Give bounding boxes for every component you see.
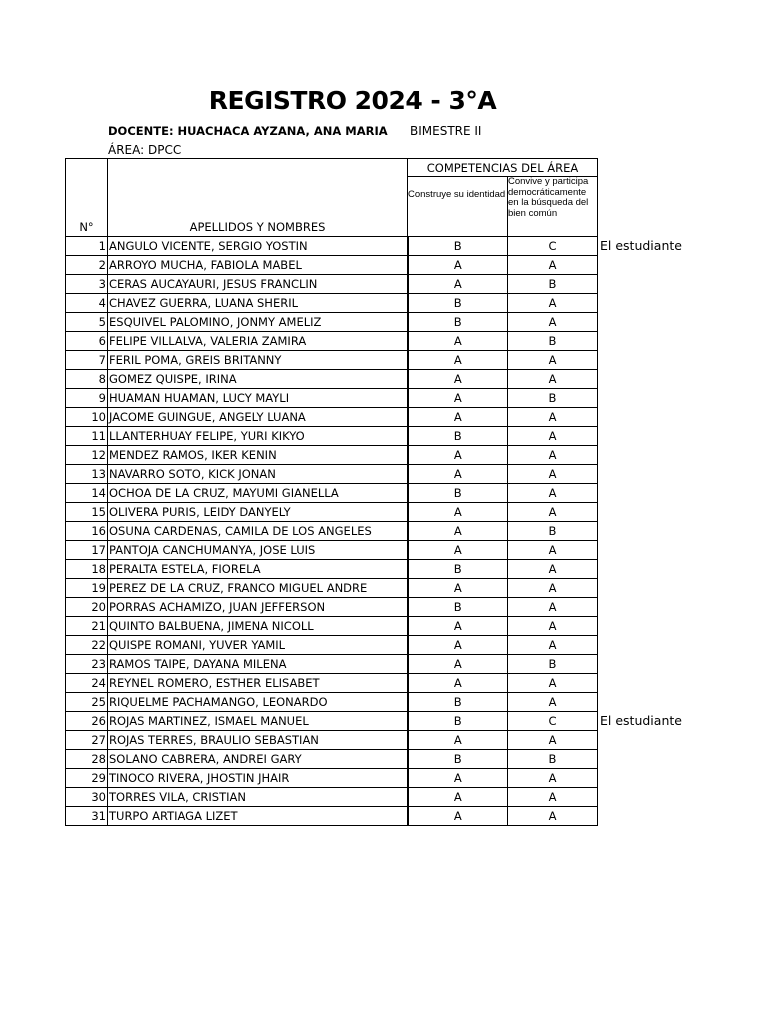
student-name: PANTOJA CANCHUMANYA, JOSE LUIS	[108, 541, 408, 560]
grade-competencia-1: B	[408, 237, 508, 256]
table-row	[66, 579, 598, 598]
side-note: El estudiante	[600, 238, 682, 253]
table-row	[66, 503, 598, 522]
grade-competencia-1: A	[408, 541, 508, 560]
grade-competencia-1: A	[408, 769, 508, 788]
row-number: 21	[66, 617, 108, 636]
grade-competencia-2: A	[508, 256, 598, 275]
grade-competencia-1: A	[408, 446, 508, 465]
student-name: CHAVEZ GUERRA, LUANA SHERIL	[108, 294, 408, 313]
row-number: 22	[66, 636, 108, 655]
row-number: 8	[66, 370, 108, 389]
table-row	[66, 693, 598, 712]
row-number: 30	[66, 788, 108, 807]
row-number: 24	[66, 674, 108, 693]
grade-competencia-2: A	[508, 769, 598, 788]
student-name: ARROYO MUCHA, FABIOLA MABEL	[108, 256, 408, 275]
student-name: ESQUIVEL PALOMINO, JONMY AMELIZ	[108, 313, 408, 332]
table-row	[66, 731, 598, 750]
table-row	[66, 674, 598, 693]
header-competencia-2: Convive y participa democráticamente en la búsqueda del bien común	[508, 177, 598, 237]
table-row	[66, 237, 598, 256]
table-row	[66, 389, 598, 408]
student-name: SOLANO CABRERA, ANDREI GARY	[108, 750, 408, 769]
grade-competencia-2: A	[508, 370, 598, 389]
row-number: 10	[66, 408, 108, 427]
grade-competencia-1: B	[408, 294, 508, 313]
table-row	[66, 655, 598, 674]
table-row	[66, 788, 598, 807]
student-name: RAMOS TAIPE, DAYANA MILENA	[108, 655, 408, 674]
table-row	[66, 465, 598, 484]
table-row	[66, 256, 598, 275]
row-number: 15	[66, 503, 108, 522]
student-name: OSUNA CARDENAS, CAMILA DE LOS ANGELES	[108, 522, 408, 541]
grade-competencia-1: A	[408, 579, 508, 598]
grade-competencia-2: A	[508, 503, 598, 522]
grade-competencia-2: A	[508, 294, 598, 313]
grade-competencia-1: A	[408, 389, 508, 408]
student-name: HUAMAN HUAMAN, LUCY MAYLI	[108, 389, 408, 408]
grade-competencia-1: B	[408, 598, 508, 617]
grade-competencia-2: A	[508, 427, 598, 446]
student-name: CERAS AUCAYAURI, JESUS FRANCLIN	[108, 275, 408, 294]
row-number: 31	[66, 807, 108, 826]
table-row	[66, 446, 598, 465]
grade-competencia-1: A	[408, 275, 508, 294]
table-row	[66, 427, 598, 446]
grade-competencia-2: A	[508, 636, 598, 655]
grade-competencia-1: A	[408, 617, 508, 636]
row-number: 11	[66, 427, 108, 446]
row-number: 17	[66, 541, 108, 560]
student-name: NAVARRO SOTO, KICK JONAN	[108, 465, 408, 484]
grade-competencia-1: A	[408, 636, 508, 655]
registro-table	[65, 158, 598, 826]
student-name: FELIPE VILLALVA, VALERIA ZAMIRA	[108, 332, 408, 351]
table-row	[66, 313, 598, 332]
grade-competencia-1: B	[408, 560, 508, 579]
row-number: 26	[66, 712, 108, 731]
student-name: TURPO ARTIAGA LIZET	[108, 807, 408, 826]
row-number: 6	[66, 332, 108, 351]
grade-competencia-2: A	[508, 598, 598, 617]
student-name: PEREZ DE LA CRUZ, FRANCO MIGUEL ANDRE	[108, 579, 408, 598]
row-number: 19	[66, 579, 108, 598]
grade-competencia-2: A	[508, 408, 598, 427]
grade-competencia-1: A	[408, 788, 508, 807]
table-row	[66, 636, 598, 655]
grade-competencia-2: A	[508, 465, 598, 484]
table-row	[66, 598, 598, 617]
row-number: 18	[66, 560, 108, 579]
grade-competencia-1: A	[408, 522, 508, 541]
grade-competencia-2: A	[508, 731, 598, 750]
grade-competencia-1: A	[408, 370, 508, 389]
row-number: 23	[66, 655, 108, 674]
grade-competencia-1: A	[408, 332, 508, 351]
table-row	[66, 712, 598, 731]
grade-competencia-2: A	[508, 560, 598, 579]
header-name: APELLIDOS Y NOMBRES	[108, 159, 408, 237]
student-name: GOMEZ QUISPE, IRINA	[108, 370, 408, 389]
grade-competencia-2: C	[508, 237, 598, 256]
table-row	[66, 617, 598, 636]
grade-competencia-1: A	[408, 807, 508, 826]
table-row	[66, 275, 598, 294]
grade-competencia-1: B	[408, 750, 508, 769]
row-number: 4	[66, 294, 108, 313]
student-name: REYNEL ROMERO, ESTHER ELISABET	[108, 674, 408, 693]
row-number: 12	[66, 446, 108, 465]
grade-competencia-2: A	[508, 351, 598, 370]
table-row	[66, 769, 598, 788]
side-note: El estudiante	[600, 713, 682, 728]
table-row	[66, 750, 598, 769]
row-number: 20	[66, 598, 108, 617]
docente-label: DOCENTE: HUACHACA AYZANA, ANA MARIA	[108, 124, 388, 138]
student-name: ANGULO VICENTE, SERGIO YOSTIN	[108, 237, 408, 256]
table-row	[66, 807, 598, 826]
row-number: 28	[66, 750, 108, 769]
student-name: OLIVERA PURIS, LEIDY DANYELY	[108, 503, 408, 522]
row-number: 13	[66, 465, 108, 484]
row-number: 29	[66, 769, 108, 788]
grade-competencia-1: B	[408, 693, 508, 712]
student-name: TINOCO RIVERA, JHOSTIN JHAIR	[108, 769, 408, 788]
grade-competencia-1: B	[408, 313, 508, 332]
grade-competencia-2: A	[508, 617, 598, 636]
student-name: OCHOA DE LA CRUZ, MAYUMI GIANELLA	[108, 484, 408, 503]
row-number: 14	[66, 484, 108, 503]
row-number: 9	[66, 389, 108, 408]
table-row	[66, 541, 598, 560]
row-number: 3	[66, 275, 108, 294]
grade-competencia-2: A	[508, 579, 598, 598]
grade-competencia-2: A	[508, 807, 598, 826]
grade-competencia-1: A	[408, 674, 508, 693]
table-row	[66, 522, 598, 541]
grade-competencia-2: B	[508, 389, 598, 408]
row-number: 27	[66, 731, 108, 750]
grade-competencia-2: A	[508, 484, 598, 503]
student-name: LLANTERHUAY FELIPE, YURI KIKYO	[108, 427, 408, 446]
grade-competencia-2: B	[508, 750, 598, 769]
header-number: N°	[66, 159, 108, 237]
table-row	[66, 332, 598, 351]
row-number: 2	[66, 256, 108, 275]
grade-competencia-1: B	[408, 427, 508, 446]
student-name: ROJAS MARTINEZ, ISMAEL MANUEL	[108, 712, 408, 731]
grade-competencia-1: A	[408, 351, 508, 370]
row-number: 7	[66, 351, 108, 370]
grade-competencia-1: A	[408, 465, 508, 484]
header-competencia-1: Construye su identidad	[408, 177, 508, 237]
page-title: REGISTRO 2024 - 3°A	[208, 86, 497, 115]
header-competencias: COMPETENCIAS DEL ÁREA	[408, 159, 598, 177]
table-row	[66, 294, 598, 313]
grade-competencia-2: A	[508, 788, 598, 807]
student-name: FERIL POMA, GREIS BRITANNY	[108, 351, 408, 370]
bimestre-label: BIMESTRE II	[410, 124, 482, 138]
grade-competencia-1: B	[408, 484, 508, 503]
student-name: PERALTA ESTELA, FIORELA	[108, 560, 408, 579]
grade-competencia-1: A	[408, 655, 508, 674]
grade-competencia-1: A	[408, 256, 508, 275]
grade-competencia-2: C	[508, 712, 598, 731]
student-name: RIQUELME PACHAMANGO, LEONARDO	[108, 693, 408, 712]
row-number: 25	[66, 693, 108, 712]
grade-competencia-2: A	[508, 541, 598, 560]
student-name: MENDEZ RAMOS, IKER KENIN	[108, 446, 408, 465]
grade-competencia-2: A	[508, 693, 598, 712]
table-row	[66, 484, 598, 503]
student-name: QUINTO BALBUENA, JIMENA NICOLL	[108, 617, 408, 636]
grade-competencia-2: B	[508, 275, 598, 294]
grade-competencia-1: B	[408, 712, 508, 731]
grade-competencia-2: A	[508, 313, 598, 332]
row-number: 1	[66, 237, 108, 256]
grade-competencia-2: A	[508, 674, 598, 693]
row-number: 16	[66, 522, 108, 541]
table-row	[66, 408, 598, 427]
table-row	[66, 351, 598, 370]
student-name: QUISPE ROMANI, YUVER YAMIL	[108, 636, 408, 655]
grade-competencia-2: A	[508, 446, 598, 465]
student-name: TORRES VILA, CRISTIAN	[108, 788, 408, 807]
student-name: ROJAS TERRES, BRAULIO SEBASTIAN	[108, 731, 408, 750]
student-name: PORRAS ACHAMIZO, JUAN JEFFERSON	[108, 598, 408, 617]
grade-competencia-1: A	[408, 408, 508, 427]
student-name: JACOME GUINGUE, ANGELY LUANA	[108, 408, 408, 427]
table-row	[66, 560, 598, 579]
table-row	[66, 370, 598, 389]
grade-competencia-1: A	[408, 731, 508, 750]
student-rows	[66, 237, 598, 826]
area-label: ÁREA: DPCC	[108, 143, 182, 157]
grade-competencia-2: B	[508, 332, 598, 351]
row-number: 5	[66, 313, 108, 332]
grade-competencia-2: B	[508, 655, 598, 674]
grade-competencia-2: B	[508, 522, 598, 541]
grade-competencia-1: A	[408, 503, 508, 522]
